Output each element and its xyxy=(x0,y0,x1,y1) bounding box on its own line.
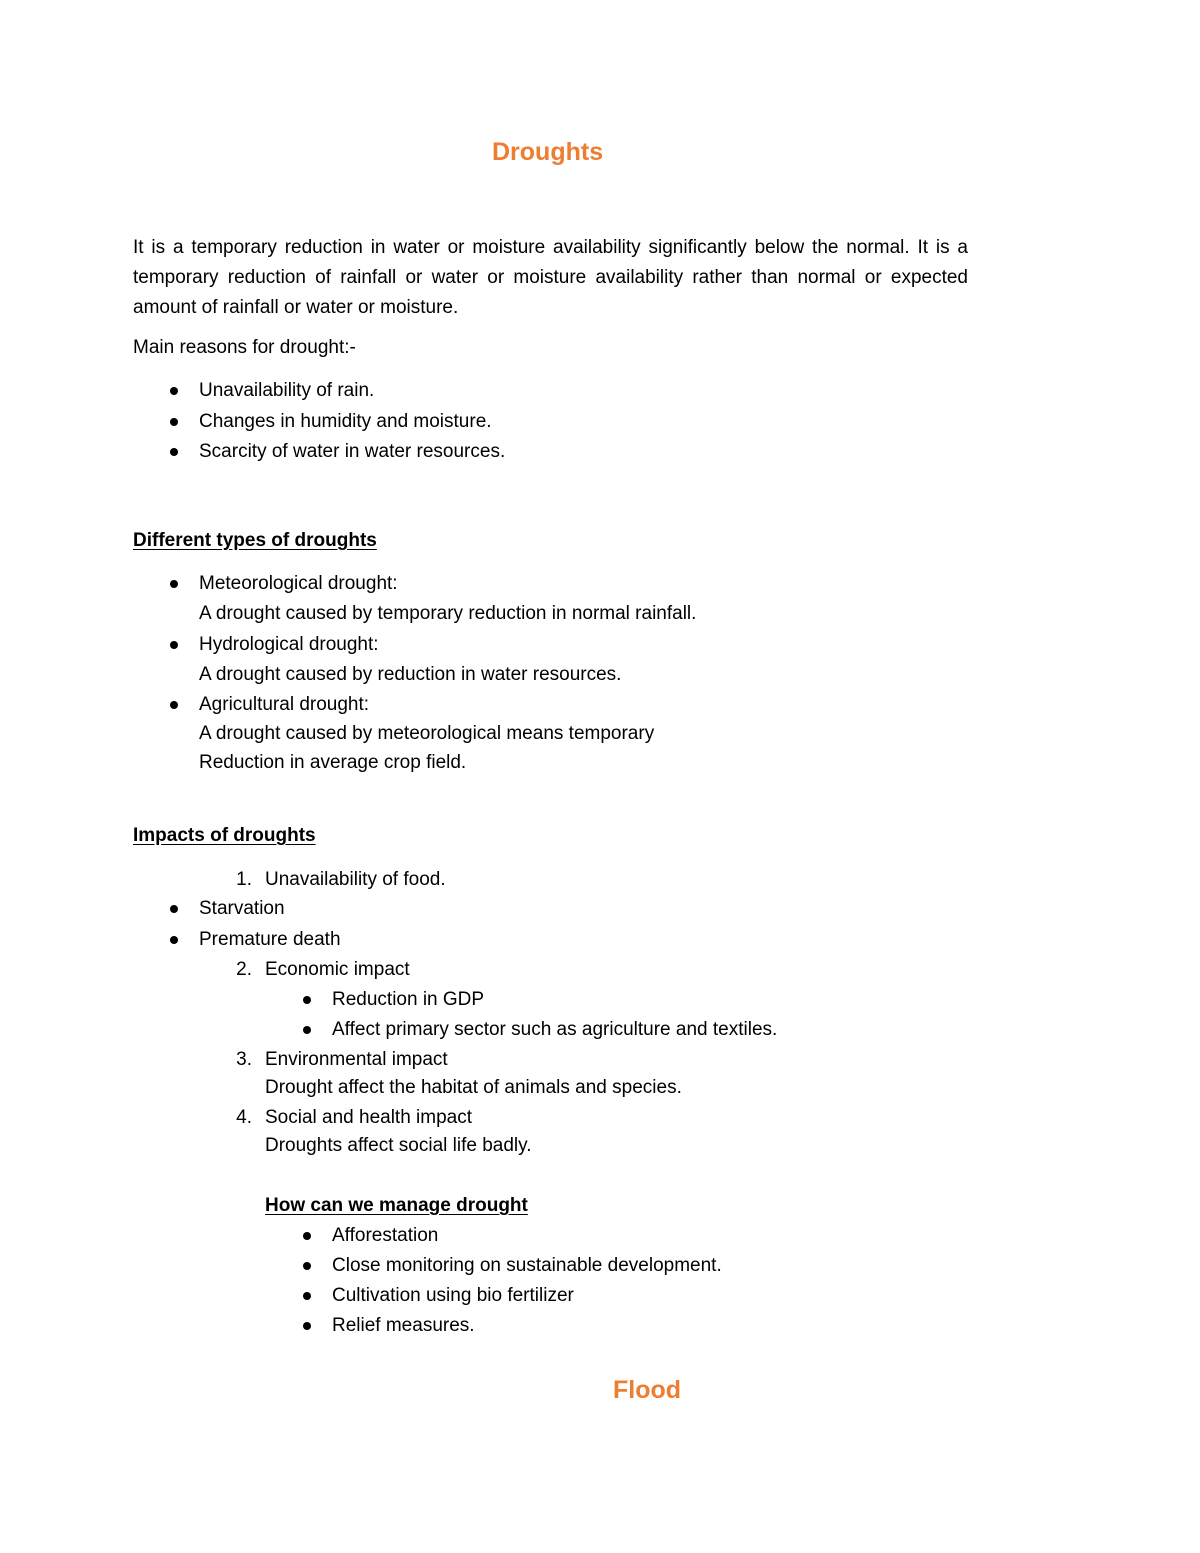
bullet-icon xyxy=(303,1262,311,1270)
bullet-icon xyxy=(170,387,178,395)
type-description: A drought caused by temporary reduction in normal rainfall. xyxy=(199,603,697,624)
impact-sub-item: Starvation xyxy=(199,898,285,919)
bullet-icon xyxy=(303,1026,311,1034)
type-name: Hydrological drought: xyxy=(199,634,379,655)
reason-item: Scarcity of water in water resources. xyxy=(199,441,506,462)
list-number: 3. xyxy=(236,1049,252,1070)
bullet-icon xyxy=(303,1292,311,1300)
list-number: 2. xyxy=(236,959,252,980)
bullet-icon xyxy=(303,1322,311,1330)
type-description: A drought caused by reduction in water resources. xyxy=(199,664,622,685)
impact-sub-item: Premature death xyxy=(199,929,341,950)
impact-item: Social and health impact xyxy=(265,1107,473,1128)
bullet-icon xyxy=(170,905,178,913)
bullet-icon xyxy=(170,448,178,456)
type-name: Meteorological drought: xyxy=(199,573,398,594)
type-name: Agricultural drought: xyxy=(199,694,370,715)
bullet-icon xyxy=(170,580,178,588)
type-description: Reduction in average crop field. xyxy=(199,752,467,773)
bullet-icon xyxy=(170,641,178,649)
page-title: Droughts xyxy=(492,138,604,166)
impacts-heading: Impacts of droughts xyxy=(133,825,316,846)
list-number: 1. xyxy=(236,869,252,890)
type-description: A drought caused by meteorological means temporary xyxy=(199,723,655,744)
bullet-icon xyxy=(170,936,178,944)
impact-item: Environmental impact xyxy=(265,1049,448,1070)
impact-item: Unavailability of food. xyxy=(265,869,446,890)
reason-item: Unavailability of rain. xyxy=(199,380,375,401)
manage-item: Cultivation using bio fertilizer xyxy=(332,1285,574,1306)
bullet-icon xyxy=(303,1232,311,1240)
manage-item: Afforestation xyxy=(332,1225,439,1246)
manage-item: Relief measures. xyxy=(332,1315,475,1336)
reasons-label: Main reasons for drought:- xyxy=(133,337,356,358)
manage-heading: How can we manage drought xyxy=(265,1195,528,1216)
impact-description: Droughts affect social life badly. xyxy=(265,1135,532,1156)
impact-description: Drought affect the habitat of animals and species. xyxy=(265,1077,682,1098)
bullet-icon xyxy=(303,996,311,1004)
economic-item: Affect primary sector such as agriculture and textiles. xyxy=(332,1019,778,1040)
reason-item: Changes in humidity and moisture. xyxy=(199,411,492,432)
bullet-icon xyxy=(170,418,178,426)
manage-item: Close monitoring on sustainable development. xyxy=(332,1255,722,1276)
bullet-icon xyxy=(170,701,178,709)
types-heading: Different types of droughts xyxy=(133,530,377,551)
next-section-title: Flood xyxy=(613,1376,682,1404)
intro-paragraph: It is a temporary reduction in water or moisture availability significantly below the normal. It is a temporary reduction of rainfall or water or moisture availability rather than normal or expected amount of rainfall or water or moisture. xyxy=(133,237,968,318)
economic-item: Reduction in GDP xyxy=(332,989,485,1010)
impact-item: Economic impact xyxy=(265,959,410,980)
list-number: 4. xyxy=(236,1107,252,1128)
